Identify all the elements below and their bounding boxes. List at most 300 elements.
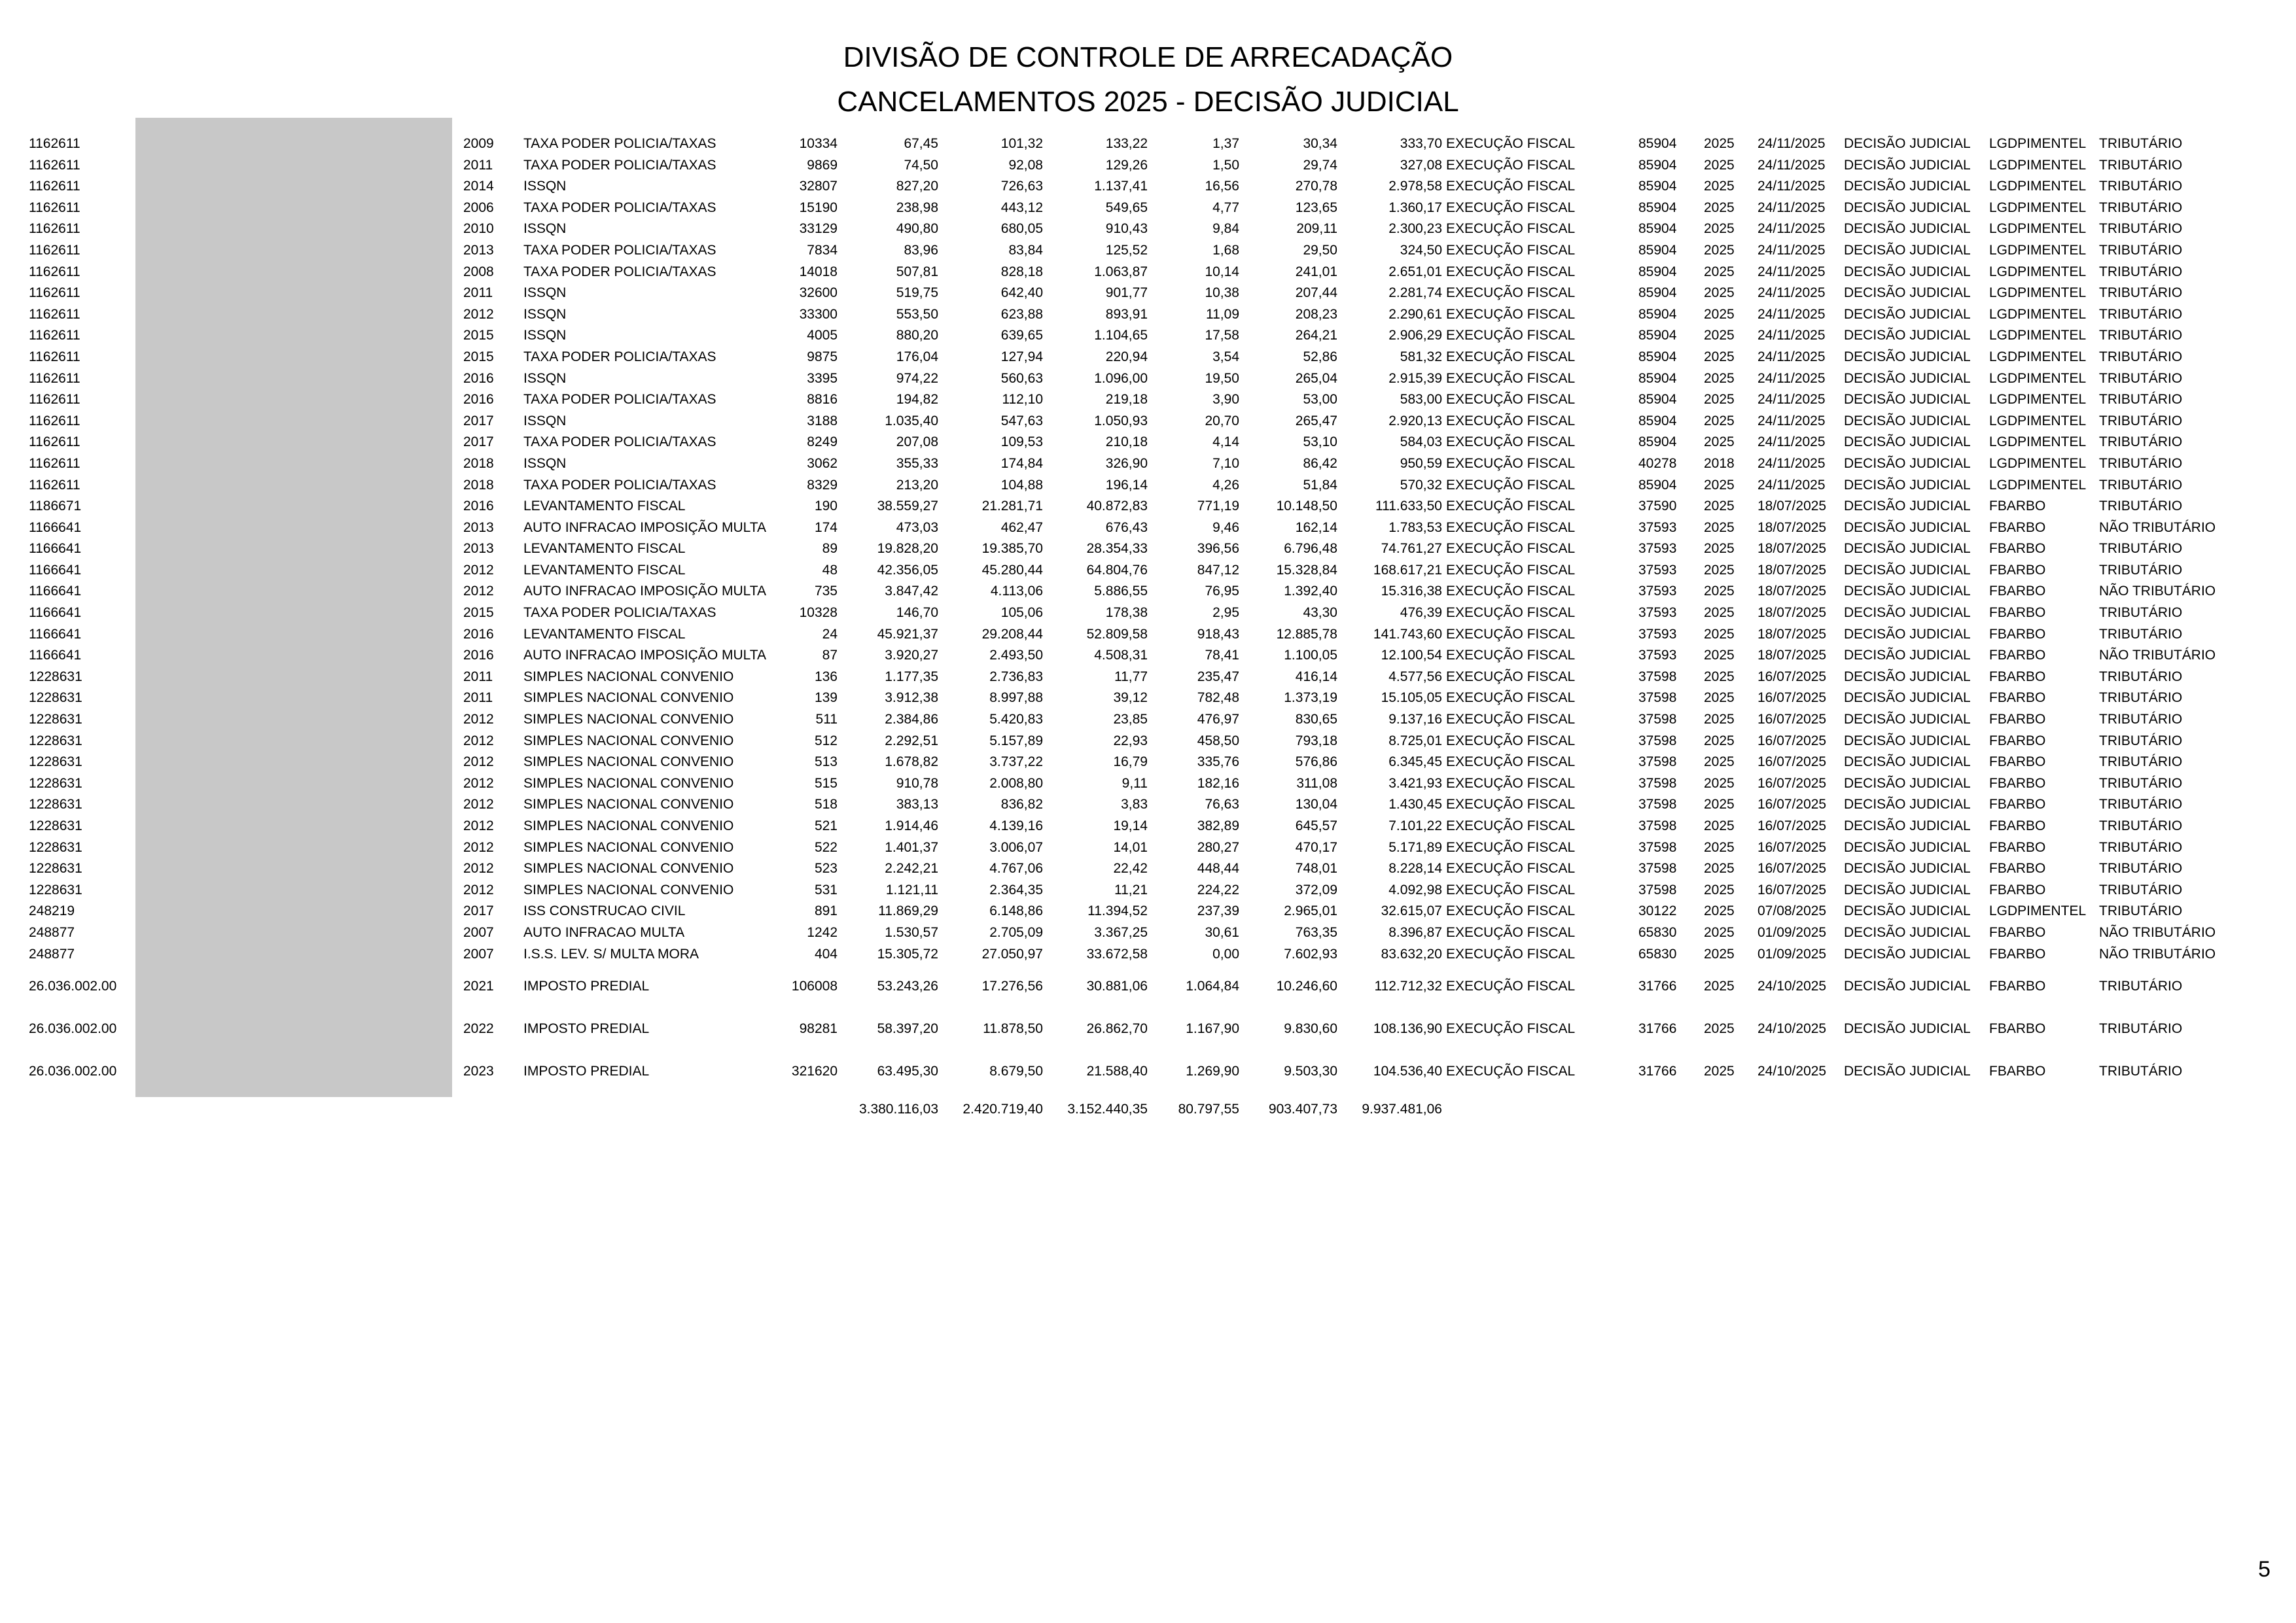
table-row [0,198,2296,219]
cell-total: 2.651,01 [1388,264,1442,279]
cell-tributo: SIMPLES NACIONAL CONVENIO [523,690,734,706]
cell-situacao: EXECUÇÃO FISCAL [1446,882,1576,898]
cell-motivo: DECISÃO JUDICIAL [1844,264,1971,279]
cell-total: 112.712,32 [1374,979,1442,994]
cell-tributo: TAXA PODER POLICIA/TAXAS [523,605,716,621]
cell-motivo: DECISÃO JUDICIAL [1844,1064,1971,1079]
cell-ano: 2012 [463,584,494,599]
cell-cda: 1242 [807,924,838,940]
cell-motivo: DECISÃO JUDICIAL [1844,690,1971,706]
cell-valor-2: 2.705,09 [989,924,1043,940]
table-row [0,1007,2296,1050]
cell-valor-1: 1.401,37 [885,839,938,855]
cell-total: 8.396,87 [1388,924,1442,940]
cell-ano: 2022 [463,1021,494,1037]
cell-data: 24/11/2025 [1757,200,1826,215]
cell-tipo: TRIBUTÁRIO [2099,605,2183,621]
cell-processo: 37593 [1638,626,1677,642]
cell-inscricao: 1186671 [29,498,82,514]
cell-valor-4: 847,12 [1197,562,1239,578]
cell-processo: 85904 [1638,328,1677,343]
cell-inscricao: 1166641 [29,584,82,599]
cell-inscricao: 1162611 [29,306,80,322]
cell-tributo: SIMPLES NACIONAL CONVENIO [523,839,734,855]
cell-tipo: NÃO TRIBUTÁRIO [2099,648,2216,663]
cell-valor-1: 45.921,37 [877,626,938,642]
cell-tipo: TRIBUTÁRIO [2099,242,2183,258]
cell-tipo: TRIBUTÁRIO [2099,733,2183,748]
cell-valor-4: 235,47 [1197,669,1239,684]
cell-inscricao: 1228631 [29,712,82,727]
cell-cda: 10328 [799,605,838,621]
cell-valor-3: 11,77 [1114,669,1148,684]
cell-tipo: TRIBUTÁRIO [2099,979,2183,994]
cell-valor-3: 23,85 [1113,712,1148,727]
cell-valor-4: 280,27 [1197,839,1239,855]
cell-valor-1: 63.495,30 [877,1064,938,1079]
cell-tipo: TRIBUTÁRIO [2099,775,2183,791]
table-row [0,538,2296,560]
cell-valor-3: 14,01 [1113,839,1148,855]
cell-situacao: EXECUÇÃO FISCAL [1446,1021,1576,1037]
cell-ano-processo: 2025 [1704,818,1735,833]
cell-valor-1: 827,20 [896,179,938,194]
table-row [0,581,2296,602]
cell-total: 15.105,05 [1381,690,1442,706]
cell-inscricao: 1228631 [29,861,82,877]
cell-processo: 65830 [1638,924,1677,940]
report-title: DIVISÃO DE CONTROLE DE ARRECADAÇÃO [843,41,1453,73]
cell-motivo: DECISÃO JUDICIAL [1844,733,1971,748]
cell-valor-4: 448,44 [1197,861,1239,877]
cell-ano: 2017 [463,434,494,450]
cell-valor-2: 112,10 [1002,392,1043,408]
table-row [0,602,2296,624]
cell-tributo: SIMPLES NACIONAL CONVENIO [523,669,734,684]
cell-tributo: SIMPLES NACIONAL CONVENIO [523,797,734,812]
cell-motivo: DECISÃO JUDICIAL [1844,818,1971,833]
cell-usuario: LGDPIMENTEL [1989,349,2087,364]
cell-total: 32.615,07 [1381,903,1442,919]
cell-tipo: TRIBUTÁRIO [2099,797,2183,812]
cell-valor-1: 238,98 [896,200,938,215]
cell-processo: 85904 [1638,370,1677,386]
cell-valor-5: 645,57 [1295,818,1337,833]
cell-data: 18/07/2025 [1757,648,1827,663]
cell-motivo: DECISÃO JUDICIAL [1844,605,1971,621]
cell-inscricao: 1162611 [29,328,80,343]
cell-valor-5: 6.796,48 [1284,541,1337,557]
cell-valor-2: 127,94 [1000,349,1043,364]
cell-valor-1: 1.035,40 [885,413,938,428]
cell-situacao: EXECUÇÃO FISCAL [1446,626,1576,642]
cell-valor-1: 2.242,21 [885,861,938,877]
cell-situacao: EXECUÇÃO FISCAL [1446,861,1576,877]
cell-data: 18/07/2025 [1757,541,1827,557]
cell-processo: 37598 [1638,861,1677,877]
cell-ano: 2018 [463,455,494,471]
cell-inscricao: 1162611 [29,477,80,493]
cell-cda: 136 [814,669,838,684]
table-row [0,858,2296,880]
cell-situacao: EXECUÇÃO FISCAL [1446,413,1576,428]
cell-ano-processo: 2025 [1704,1021,1735,1037]
cell-valor-2: 109,53 [1000,434,1043,450]
cell-motivo: DECISÃO JUDICIAL [1844,1021,1971,1037]
cell-valor-2: 828,18 [1000,264,1043,279]
cell-valor-5: 43,30 [1303,605,1337,621]
cell-motivo: DECISÃO JUDICIAL [1844,924,1971,940]
cell-valor-5: 29,50 [1303,242,1337,258]
cell-processo: 30122 [1638,903,1677,919]
cell-total: 584,03 [1400,434,1442,450]
table-row [0,475,2296,497]
cell-valor-3: 220,94 [1105,349,1148,364]
cell-valor-4: 10,14 [1205,264,1239,279]
cell-cda: 321620 [791,1064,838,1079]
cell-valor-4: 1,50 [1212,157,1239,173]
cell-motivo: DECISÃO JUDICIAL [1844,328,1971,343]
cell-usuario: LGDPIMENTEL [1989,370,2087,386]
cell-valor-5: 830,65 [1295,712,1337,727]
cell-total: 74.761,27 [1381,541,1442,557]
cell-motivo: DECISÃO JUDICIAL [1844,200,1971,215]
cell-ano-processo: 2025 [1704,690,1735,706]
cell-situacao: EXECUÇÃO FISCAL [1446,690,1576,706]
cell-data: 18/07/2025 [1757,626,1827,642]
cell-valor-2: 5.157,89 [989,733,1043,748]
cell-valor-3: 21.588,40 [1086,1064,1148,1079]
cell-cda: 174 [814,519,838,535]
cell-total: 570,32 [1400,477,1442,493]
cell-motivo: DECISÃO JUDICIAL [1844,392,1971,408]
cell-ano: 2011 [463,285,493,301]
cell-ano: 2016 [463,626,494,642]
cell-inscricao: 1162611 [29,136,80,151]
cell-cda: 24 [822,626,838,642]
cell-tributo: SIMPLES NACIONAL CONVENIO [523,754,734,770]
cell-motivo: DECISÃO JUDICIAL [1844,712,1971,727]
cell-usuario: LGDPIMENTEL [1989,306,2087,322]
cell-motivo: DECISÃO JUDICIAL [1844,413,1971,428]
table-row [0,453,2296,475]
cell-situacao: EXECUÇÃO FISCAL [1446,797,1576,812]
table-row [0,155,2296,177]
cell-tipo: TRIBUTÁRIO [2099,221,2183,237]
cell-ano-processo: 2025 [1704,924,1735,940]
cell-valor-5: 53,00 [1303,392,1337,408]
cell-usuario: FBARBO [1989,924,2046,940]
cell-total: 111.633,50 [1375,498,1442,514]
cell-usuario: FBARBO [1989,712,2046,727]
cell-total: 324,50 [1400,242,1442,258]
cell-total: 583,00 [1400,392,1442,408]
cell-data: 18/07/2025 [1757,498,1827,514]
cell-cda: 89 [822,541,838,557]
cell-total: 1.360,17 [1388,200,1442,215]
cell-ano: 2015 [463,605,494,621]
cell-tipo: TRIBUTÁRIO [2099,157,2183,173]
cell-inscricao: 1166641 [29,562,82,578]
cell-valor-2: 45.280,44 [981,562,1043,578]
cell-ano: 2012 [463,882,494,898]
cell-motivo: DECISÃO JUDICIAL [1844,136,1971,151]
cell-valor-1: 11.869,29 [878,903,938,919]
cell-motivo: DECISÃO JUDICIAL [1844,541,1971,557]
cell-valor-5: 53,10 [1303,434,1337,450]
cell-inscricao: 26.036.002.00 [29,1021,117,1037]
table-row [0,688,2296,709]
cell-valor-4: 396,56 [1197,541,1239,557]
cell-valor-4: 30,61 [1205,924,1239,940]
cell-tipo: NÃO TRIBUTÁRIO [2099,584,2216,599]
cell-valor-1: 473,03 [896,519,938,535]
cell-valor-1: 553,50 [896,306,938,322]
cell-valor-3: 1.096,00 [1094,370,1148,386]
cell-valor-5: 162,14 [1295,519,1337,535]
cell-valor-3: 326,90 [1105,455,1148,471]
cell-ano-processo: 2025 [1704,979,1735,994]
cell-total: 2.290,61 [1388,306,1442,322]
cell-ano: 2015 [463,328,494,343]
cell-valor-4: 11,09 [1206,306,1239,322]
total-valor-2: 2.420.719,40 [963,1102,1043,1117]
cell-cda: 512 [814,733,838,748]
cell-motivo: DECISÃO JUDICIAL [1844,979,1971,994]
cell-valor-1: 974,22 [896,370,938,386]
cell-motivo: DECISÃO JUDICIAL [1844,626,1971,642]
cell-cda: 522 [814,839,838,855]
table-row [0,517,2296,539]
cell-inscricao: 1228631 [29,775,82,791]
cell-usuario: FBARBO [1989,690,2046,706]
cell-valor-2: 27.050,97 [981,946,1043,962]
cell-valor-5: 264,21 [1295,328,1337,343]
cell-ano-processo: 2025 [1704,477,1735,493]
cell-data: 24/11/2025 [1757,306,1826,322]
table-row [0,176,2296,198]
cell-cda: 531 [814,882,838,898]
cell-situacao: EXECUÇÃO FISCAL [1446,541,1576,557]
cell-usuario: FBARBO [1989,648,2046,663]
cell-inscricao: 1228631 [29,733,82,748]
table-row [0,496,2296,517]
cell-valor-3: 1.063,87 [1094,264,1148,279]
cell-valor-3: 901,77 [1105,285,1148,301]
cell-cda: 33129 [799,221,838,237]
cell-valor-2: 836,82 [1000,797,1043,812]
cell-tipo: TRIBUTÁRIO [2099,455,2183,471]
cell-tipo: TRIBUTÁRIO [2099,434,2183,450]
cell-valor-1: 3.912,38 [885,690,938,706]
cell-valor-5: 311,08 [1296,775,1337,791]
cell-ano: 2008 [463,264,494,279]
cell-total: 104.536,40 [1373,1064,1442,1079]
cell-valor-3: 676,43 [1105,519,1148,535]
cell-usuario: LGDPIMENTEL [1989,157,2087,173]
cell-valor-1: 880,20 [896,328,938,343]
cell-data: 16/07/2025 [1757,861,1827,877]
cell-tributo: SIMPLES NACIONAL CONVENIO [523,712,734,727]
cell-valor-2: 4.113,06 [990,584,1043,599]
cell-ano: 2023 [463,1064,494,1079]
cell-valor-1: 213,20 [896,477,938,493]
cell-valor-4: 4,14 [1212,434,1239,450]
cell-valor-4: 76,95 [1205,584,1239,599]
cell-total: 12.100,54 [1381,648,1442,663]
cell-inscricao: 1166641 [29,605,82,621]
cell-tributo: IMPOSTO PREDIAL [523,1064,650,1079]
cell-tipo: TRIBUTÁRIO [2099,669,2183,684]
table-row [0,368,2296,390]
cell-valor-1: 83,96 [904,242,938,258]
cell-motivo: DECISÃO JUDICIAL [1844,221,1971,237]
page-number: 5 [2258,1557,2270,1582]
cell-situacao: EXECUÇÃO FISCAL [1446,221,1576,237]
cell-cda: 515 [814,775,838,791]
cell-valor-5: 209,11 [1296,221,1337,237]
total-valor-4: 80.797,55 [1178,1102,1239,1117]
cell-data: 24/11/2025 [1757,392,1826,408]
cell-tributo: ISSQN [523,306,567,322]
cell-usuario: FBARBO [1989,562,2046,578]
cell-valor-5: 2.965,01 [1284,903,1337,919]
cell-valor-3: 64.804,76 [1086,562,1148,578]
cell-inscricao: 1162611 [29,392,80,408]
cell-tributo: TAXA PODER POLICIA/TAXAS [523,242,716,258]
cell-valor-1: 3.920,27 [885,648,938,663]
cell-usuario: LGDPIMENTEL [1989,455,2087,471]
cell-valor-4: 9,84 [1212,221,1239,237]
cell-valor-5: 416,14 [1295,669,1337,684]
cell-data: 24/11/2025 [1757,434,1826,450]
cell-usuario: LGDPIMENTEL [1989,221,2087,237]
cell-ano: 2007 [463,946,494,962]
cell-usuario: FBARBO [1989,669,2046,684]
cell-inscricao: 248219 [29,903,75,919]
cell-tributo: ISSQN [523,328,567,343]
cell-tributo: AUTO INFRACAO MULTA [523,924,685,940]
cell-data: 24/11/2025 [1757,242,1826,258]
cell-processo: 37598 [1638,882,1677,898]
cell-usuario: FBARBO [1989,818,2046,833]
cell-processo: 85904 [1638,242,1677,258]
cell-motivo: DECISÃO JUDICIAL [1844,797,1971,812]
cell-valor-1: 58.397,20 [877,1021,938,1037]
cell-valor-1: 1.121,11 [885,882,938,898]
cell-cda: 14018 [799,264,838,279]
cell-valor-4: 20,70 [1205,413,1239,428]
cell-inscricao: 1166641 [29,648,82,663]
cell-valor-2: 5.420,83 [989,712,1043,727]
cell-ano-processo: 2025 [1704,839,1735,855]
cell-usuario: LGDPIMENTEL [1989,413,2087,428]
table-row [0,794,2296,816]
cell-ano: 2012 [463,775,494,791]
cell-usuario: LGDPIMENTEL [1989,200,2087,215]
cell-valor-3: 26.862,70 [1086,1021,1148,1037]
cell-valor-2: 639,65 [1000,328,1043,343]
cell-cda: 9875 [807,349,838,364]
cell-situacao: EXECUÇÃO FISCAL [1446,477,1576,493]
cell-ano-processo: 2025 [1704,413,1735,428]
cell-valor-3: 219,18 [1105,392,1148,408]
cell-valor-4: 771,19 [1197,498,1239,514]
cell-tributo: IMPOSTO PREDIAL [523,979,650,994]
cell-valor-5: 9.503,30 [1284,1064,1337,1079]
cell-tipo: TRIBUTÁRIO [2099,477,2183,493]
cell-tipo: TRIBUTÁRIO [2099,200,2183,215]
cell-valor-5: 51,84 [1303,477,1337,493]
cell-valor-3: 9,11 [1122,775,1148,791]
cell-total: 9.137,16 [1388,712,1442,727]
cell-inscricao: 26.036.002.00 [29,1064,117,1079]
cell-valor-4: 78,41 [1205,648,1239,663]
cell-valor-5: 86,42 [1303,455,1337,471]
cell-valor-5: 208,23 [1295,306,1337,322]
cell-valor-1: 2.292,51 [885,733,938,748]
cell-processo: 85904 [1638,477,1677,493]
cell-inscricao: 1162611 [29,413,80,428]
cell-valor-1: 15.305,72 [877,946,938,962]
cell-motivo: DECISÃO JUDICIAL [1844,179,1971,194]
cell-data: 24/11/2025 [1757,136,1826,151]
cell-processo: 31766 [1638,1021,1677,1037]
cell-ano: 2011 [463,690,493,706]
cell-valor-5: 7.602,93 [1284,946,1337,962]
cell-processo: 85904 [1638,392,1677,408]
cell-valor-2: 680,05 [1000,221,1043,237]
cell-valor-3: 1.104,65 [1094,328,1148,343]
cell-valor-4: 182,16 [1197,775,1239,791]
cell-processo: 37598 [1638,818,1677,833]
cell-total: 108.136,90 [1373,1021,1442,1037]
cell-cda: 48 [822,562,838,578]
cell-processo: 37590 [1638,498,1677,514]
table-row [0,965,2296,1007]
cell-situacao: EXECUÇÃO FISCAL [1446,754,1576,770]
cell-usuario: FBARBO [1989,733,2046,748]
cell-ano-processo: 2025 [1704,861,1735,877]
cell-total: 581,32 [1400,349,1442,364]
cell-usuario: LGDPIMENTEL [1989,179,2087,194]
cell-valor-3: 30.881,06 [1086,979,1148,994]
cell-cda: 87 [822,648,838,663]
cell-valor-5: 30,34 [1303,136,1337,151]
cell-valor-5: 470,17 [1295,839,1337,855]
cell-inscricao: 1228631 [29,690,82,706]
cell-valor-4: 19,50 [1205,370,1239,386]
cell-ano-processo: 2025 [1704,882,1735,898]
cell-valor-1: 2.384,86 [885,712,938,727]
cell-valor-3: 893,91 [1105,306,1148,322]
cell-valor-5: 10.246,60 [1276,979,1337,994]
cell-inscricao: 1166641 [29,541,82,557]
cell-data: 16/07/2025 [1757,775,1827,791]
cell-inscricao: 1162611 [29,370,80,386]
cell-data: 24/11/2025 [1757,370,1826,386]
cell-usuario: FBARBO [1989,797,2046,812]
cell-motivo: DECISÃO JUDICIAL [1844,306,1971,322]
table-row [0,922,2296,944]
cell-valor-4: 1.269,90 [1186,1064,1239,1079]
cell-cda: 513 [814,754,838,770]
cell-cda: 521 [814,818,838,833]
cell-data: 24/11/2025 [1757,413,1826,428]
cell-motivo: DECISÃO JUDICIAL [1844,498,1971,514]
cell-usuario: LGDPIMENTEL [1989,477,2087,493]
cell-valor-3: 19,14 [1113,818,1148,833]
